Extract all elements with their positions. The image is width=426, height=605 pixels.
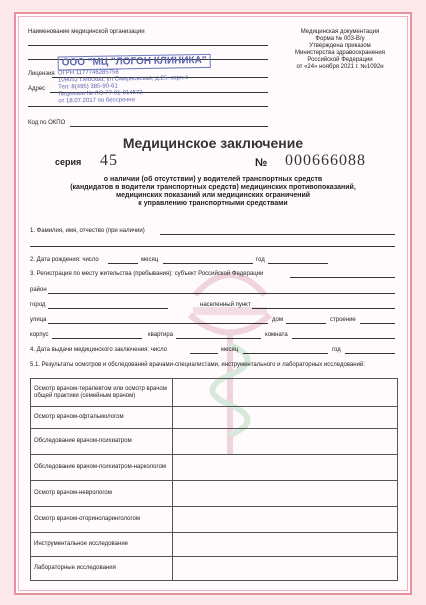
table-row <box>31 557 398 581</box>
apartment-label: квартира <box>148 332 174 338</box>
subtitle-line: (кандидатов в водители транспортных средств) медицинских противопоказаний, <box>70 184 356 191</box>
stamp-line: Лицензия № ЛО-77-01-014572 <box>58 90 143 98</box>
house-line[interactable] <box>286 323 326 324</box>
house-label: дом <box>272 317 283 323</box>
building-line[interactable] <box>360 323 395 324</box>
exam-name-cell: Обследование врачом-психиатром <box>31 429 173 455</box>
stamp-line: от 18.07.2017 по бессрочно <box>58 97 135 105</box>
stamp-line: 109052 г.Москва, ул.Смирновская, д.25, корп.4 <box>57 75 189 84</box>
stamp-line: Тел: 8(495) 385-90-61 <box>58 83 118 91</box>
table-row <box>31 455 398 481</box>
street-line[interactable] <box>48 323 268 324</box>
org-name-label: Наименование медицинской организации <box>28 29 145 35</box>
table-row <box>31 533 398 557</box>
street-label: улица <box>30 317 47 323</box>
org-name-line <box>28 45 268 46</box>
stamp-line: ОГРН 1177746285758 <box>57 69 119 77</box>
exam-result-cell[interactable] <box>173 379 398 407</box>
doc-info-line: Медицинская документация <box>300 29 380 35</box>
block-line[interactable] <box>52 338 142 339</box>
table-row <box>31 407 398 429</box>
exam-name-cell: Инструментальное исследование <box>31 533 173 557</box>
table-row <box>31 379 398 407</box>
birth-month-label: месяц <box>141 257 159 263</box>
room-label: комната <box>265 332 288 338</box>
exam-result-cell[interactable] <box>173 557 398 581</box>
birth-day-label: 2. Дата рождения: число <box>30 257 99 263</box>
doc-info-line: от «24» ноября 2021 г. №1092н <box>296 64 384 70</box>
number-label: № <box>255 157 268 169</box>
table-row <box>31 429 398 455</box>
registration-label: 3. Регистрация по месту жительства (пребывания): субъект Российской Федерации <box>30 271 264 277</box>
full-name-label: 1. Фамилия, имя, отчество (при наличии) <box>30 228 145 234</box>
issue-year-label: год <box>332 347 341 353</box>
exam-name-cell: Осмотр врачом-терапевтом или осмотр врачом общей практики (семейным врачом) <box>31 379 173 407</box>
number-value: 000666088 <box>285 152 366 169</box>
issue-year-line[interactable] <box>345 353 395 354</box>
doc-info-line: Утверждена приказом <box>309 43 371 49</box>
doc-info-block <box>280 29 400 71</box>
birth-year-label: год <box>256 257 265 263</box>
apartment-line[interactable] <box>176 338 261 339</box>
full-name-line[interactable] <box>160 234 395 235</box>
exam-name-cell: Осмотр врачом-офтальмологом <box>31 407 173 429</box>
region-line[interactable] <box>290 277 395 278</box>
license-label: Лицензия <box>28 71 55 77</box>
birth-day-line[interactable] <box>108 263 138 264</box>
issue-month-label: месяц <box>221 347 239 353</box>
okpo-label: Код по ОКПО <box>28 120 66 126</box>
district-line[interactable] <box>48 293 395 294</box>
birth-month-line[interactable] <box>163 263 253 264</box>
address-label: Адрес <box>28 86 46 92</box>
subtitle-line: медицинских показаний или медицинских ограничений <box>115 192 311 199</box>
subtitle-line: о наличии (об отсутствии) у водителей транспортных средств <box>103 176 323 183</box>
document-subtitle <box>0 176 426 208</box>
exam-results-label: 5.1. Результаты осмотров и обследований врачами-специалистами, инструментального и лабораторных исследований: <box>30 362 365 368</box>
settlement-label: населенный пункт <box>200 302 251 308</box>
exam-result-cell[interactable] <box>173 481 398 507</box>
exam-result-cell[interactable] <box>173 429 398 455</box>
doc-info-line: Форма № 003-В/у <box>315 36 365 42</box>
series-value: 45 <box>100 152 118 169</box>
building-label: строение <box>330 317 356 323</box>
issue-day-line[interactable] <box>190 353 218 354</box>
exam-result-cell[interactable] <box>173 533 398 557</box>
city-label: город <box>30 302 46 308</box>
exam-name-cell: Осмотр врачом-неврологом <box>31 481 173 507</box>
settlement-line[interactable] <box>252 308 395 309</box>
stamp-org-name: ООО "МЦ "ЛОГОН КЛИНИКА" <box>58 54 211 71</box>
issue-date-label: 4. Дата выдачи медицинского заключения: число <box>30 347 168 353</box>
block-label: корпус <box>30 332 49 338</box>
issue-month-line[interactable] <box>243 353 328 354</box>
exam-name-cell: Обследование врачом-психиатром-наркологом <box>31 455 173 481</box>
birth-year-line[interactable] <box>268 263 328 264</box>
doc-info-line: Министерства здравоохранения <box>295 50 385 56</box>
document-title: Медицинское заключение <box>122 135 304 151</box>
table-row <box>31 481 398 507</box>
exam-result-cell[interactable] <box>173 507 398 533</box>
exam-result-cell[interactable] <box>173 455 398 481</box>
okpo-line <box>70 126 268 127</box>
exam-name-cell: Осмотр врачом-оториноларингологом <box>31 507 173 533</box>
room-line[interactable] <box>292 338 395 339</box>
exam-name-cell: Лабораторные исследования <box>31 557 173 581</box>
doc-info-line: Российской Федерации <box>307 57 373 63</box>
organization-stamp <box>58 54 229 109</box>
full-name-line-2[interactable] <box>30 246 395 247</box>
city-line[interactable] <box>48 308 168 309</box>
subtitle-line: к управлению транспортными средствами <box>138 200 288 207</box>
table-row <box>31 507 398 533</box>
exam-results-table <box>30 378 398 581</box>
district-label: район <box>30 287 47 293</box>
exam-result-cell[interactable] <box>173 407 398 429</box>
series-label: серия <box>55 157 82 167</box>
